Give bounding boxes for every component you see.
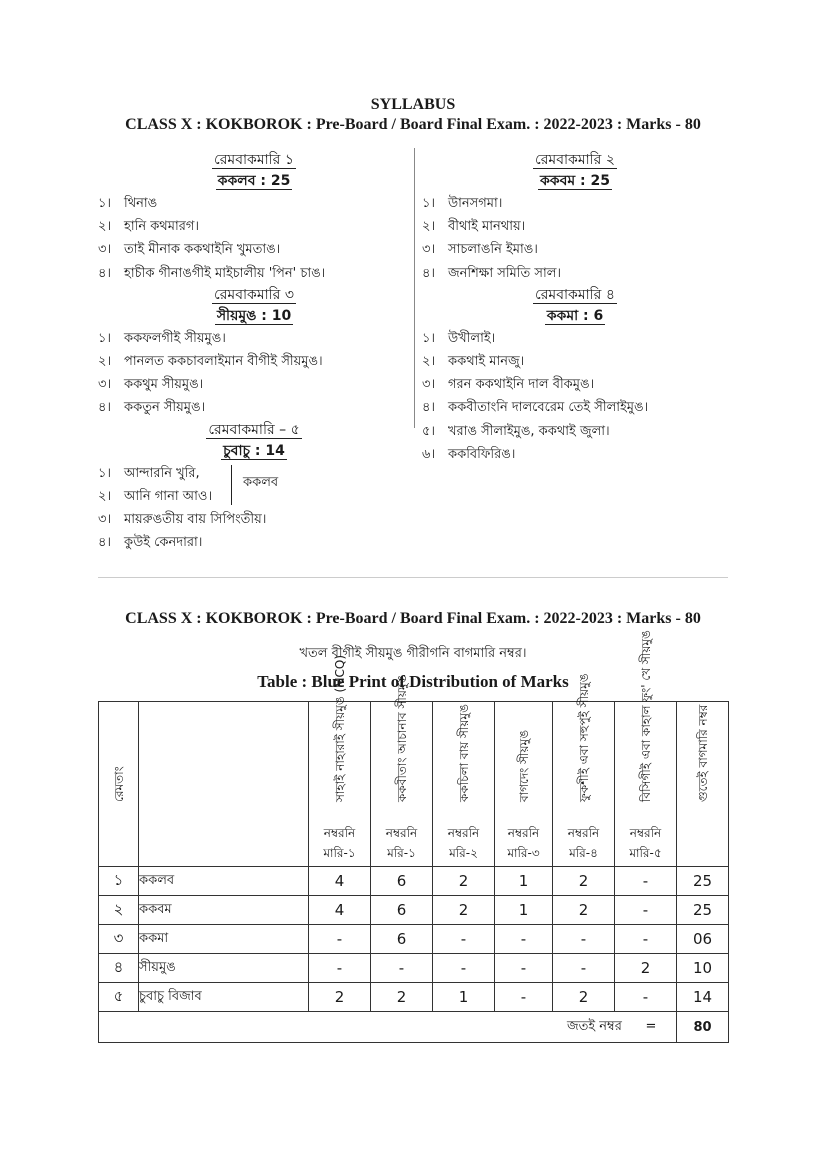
table-row — [99, 954, 729, 983]
list-item: ৪। কুউই কেনদারা। — [98, 535, 203, 551]
table-cell: ২ — [99, 896, 139, 925]
table-cell: 1 — [495, 896, 553, 925]
list-item: ১। উখীলাই। — [422, 330, 496, 346]
table-cell: 2 — [553, 983, 615, 1012]
list-item: ৪। ককতুন সীয়মুঙ। — [98, 400, 206, 416]
list-item: ৩। মায়রুঙতীয় বায় সিপিংতীয়। — [98, 511, 267, 527]
table-cell: 2 — [309, 983, 371, 1012]
table-row — [99, 983, 729, 1012]
total-value: 80 — [677, 1012, 729, 1043]
list-item: ৪। ককবীতাংনি দালবেরেম তেই সীলাইমুঙ। — [422, 400, 649, 416]
section-heading: রেমবাকমারি ৪ — [535, 286, 615, 303]
table-cell: 06 — [677, 925, 729, 954]
section-heading: রেমবাকমারি ৩ — [214, 286, 294, 303]
list-item: ৩। সাচলাঙনি ইমাঙ। — [422, 242, 538, 258]
section2-note: খতল বীগীই সীয়মুঙ গীরীগনি বাগমারি নম্বর। — [299, 646, 527, 661]
table-cell: 10 — [677, 954, 729, 983]
table-cell: 25 — [677, 896, 729, 925]
table-cell: 6 — [371, 925, 433, 954]
table-cell: - — [309, 925, 371, 954]
table-cell: - — [495, 954, 553, 983]
table-unit-cell — [139, 820, 309, 867]
table-cell: 6 — [371, 867, 433, 896]
total-equals: = — [645, 1018, 657, 1034]
section-marks: ককলব : 25 — [217, 173, 291, 189]
table-cell: - — [615, 983, 677, 1012]
table-cell: 2 — [553, 867, 615, 896]
table-cell: ককলব — [139, 867, 309, 896]
table-cell: - — [433, 925, 495, 954]
list-item: ৩। তাই মীনাক ককথাইনি খুমতাঙ। — [98, 242, 281, 258]
table-row — [99, 867, 729, 896]
list-item: ১। ককফলগীই সীয়মুঙ। — [98, 330, 226, 346]
list-item: ২। পানলত ককচাবলাইমান বীগীই সীয়মুঙ। — [98, 353, 323, 369]
table-cell: ৪ — [99, 954, 139, 983]
table-header: রেমতাং — [99, 702, 139, 821]
table-unit-cell: নম্বরনি মারি-৩ — [495, 820, 553, 867]
table-cell: 1 — [495, 867, 553, 896]
page-subtitle: CLASS X : KOKBOROK : Pre-Board / Board Final Exam. : 2022-2023 : Marks - 80 — [125, 116, 701, 133]
table-cell: ককবম — [139, 896, 309, 925]
list-item: ৫। খরাঙ সীলাইমুঙ, ককথাই জুলা। — [422, 423, 610, 439]
table-cell: ৩ — [99, 925, 139, 954]
table-unit-cell: নম্বরনি মরি-৪ — [553, 820, 615, 867]
list-item: ২। ককথাই মানজু। — [422, 353, 525, 369]
table-unit-cell — [677, 820, 729, 867]
total-label: জতই নম্বর — [567, 1018, 622, 1034]
list-item: ৪। হাচীক গীনাঙগীই মাইচালীয় 'পিন' চাঙ। — [98, 265, 326, 281]
table-cell: - — [553, 925, 615, 954]
bracket-group — [98, 462, 410, 508]
list-item: ২। বীথাই মানথায়। — [422, 219, 526, 235]
table-cell: 4 — [309, 867, 371, 896]
table-unit-cell: নম্বরনি মারি-১ — [309, 820, 371, 867]
table-unit-cell — [99, 820, 139, 867]
table-cell: 2 — [371, 983, 433, 1012]
table-cell: - — [433, 954, 495, 983]
table-cell: 14 — [677, 983, 729, 1012]
table-cell: 25 — [677, 867, 729, 896]
bracket-label: ককলব — [243, 474, 279, 490]
table-unit-cell: নম্বরনি মরি-১ — [371, 820, 433, 867]
table-cell: 4 — [309, 896, 371, 925]
table-cell: 2 — [615, 954, 677, 983]
section-divider — [98, 577, 728, 578]
table-cell: - — [495, 925, 553, 954]
list-item: ২। আনি গানা আও। — [98, 488, 213, 504]
list-item: ১। আন্দারনি খুরি, — [98, 465, 200, 481]
list-item: ৪। জনশিক্ষা সমিতি সাল। — [422, 265, 562, 281]
table-unit-cell: নম্বরনি মারি-৫ — [615, 820, 677, 867]
table-cell: 2 — [553, 896, 615, 925]
table-header: সাহাই নাহারাই সীয়মুঙ (MCQ) — [309, 702, 371, 821]
table-cell: ৫ — [99, 983, 139, 1012]
table-unit-row — [99, 820, 729, 867]
table-caption: Table : Blue Print of Distribution of Marks — [257, 672, 569, 691]
table-cell: - — [615, 896, 677, 925]
table-header: ফুকশীই এবা সহুপুই সীয়মুঙ — [553, 702, 615, 821]
table-total-row — [99, 1012, 729, 1043]
table-row — [99, 896, 729, 925]
table-row — [99, 925, 729, 954]
table-cell: - — [615, 867, 677, 896]
list-item: ৩। ককথুম সীয়মুঙ। — [98, 377, 204, 393]
table-cell: ১ — [99, 867, 139, 896]
table-header: ককচিলা বায় সীয়মুঙ — [433, 702, 495, 821]
page-title: SYLLABUS — [370, 96, 456, 113]
table-cell: - — [309, 954, 371, 983]
section-marks: ককমা : 6 — [546, 307, 604, 324]
list-item: ৩। গরন ককথাইনি দাল বীকমুঙ। — [422, 377, 595, 393]
section-marks: সীয়মুঙ : 10 — [216, 307, 292, 324]
table-cell: - — [495, 983, 553, 1012]
list-item: ৬। ককবিফিরিঙ। — [422, 446, 516, 462]
table-cell: - — [615, 925, 677, 954]
table-cell: - — [371, 954, 433, 983]
bracket-line — [231, 465, 240, 505]
table-cell: 6 — [371, 896, 433, 925]
section2-title: CLASS X : KOKBOROK : Pre-Board / Board Final Exam. : 2022-2023 : Marks - 80 — [125, 610, 701, 627]
syllabus-left-column — [98, 150, 410, 554]
section-marks: ককবম : 25 — [540, 173, 610, 189]
table-unit-cell: নম্বরনি মরি-২ — [433, 820, 495, 867]
table-header: বিসিগীই এবা কাহাল ফুং' খে সীয়মুঙ — [615, 702, 677, 821]
syllabus-right-column — [422, 150, 728, 466]
table-cell: - — [553, 954, 615, 983]
table-header: গুতেই বাগমারি নম্বর — [677, 702, 729, 821]
table-header-row — [99, 702, 729, 821]
table-header: বাগদেং সীয়মুঙ — [495, 702, 553, 821]
table-cell: ককমা — [139, 925, 309, 954]
list-item: ১। উানসগমা। — [422, 196, 503, 211]
section-heading: রেমবাকমারি – ৫ — [208, 421, 300, 438]
total-label-cell — [99, 1012, 677, 1043]
table-header: ককবীতাং আচানাব সীয়মুঙ — [371, 702, 433, 821]
list-item: ১। থিনাঙ — [98, 196, 158, 211]
table-cell: 2 — [433, 867, 495, 896]
table-header — [139, 702, 309, 821]
section-heading: রেমবাকমারি ১ — [214, 152, 294, 168]
section-marks: চুবাচু : 14 — [223, 442, 285, 459]
table-cell: চুবাচু বিজাব — [139, 983, 309, 1012]
section-heading: রেমবাকমারি ২ — [535, 152, 615, 168]
table-cell: 2 — [433, 896, 495, 925]
list-item: ২। হানি কথমারগ। — [98, 219, 200, 235]
table-cell: সীয়মুঙ — [139, 954, 309, 983]
table-cell: 1 — [433, 983, 495, 1012]
column-divider — [414, 148, 415, 428]
